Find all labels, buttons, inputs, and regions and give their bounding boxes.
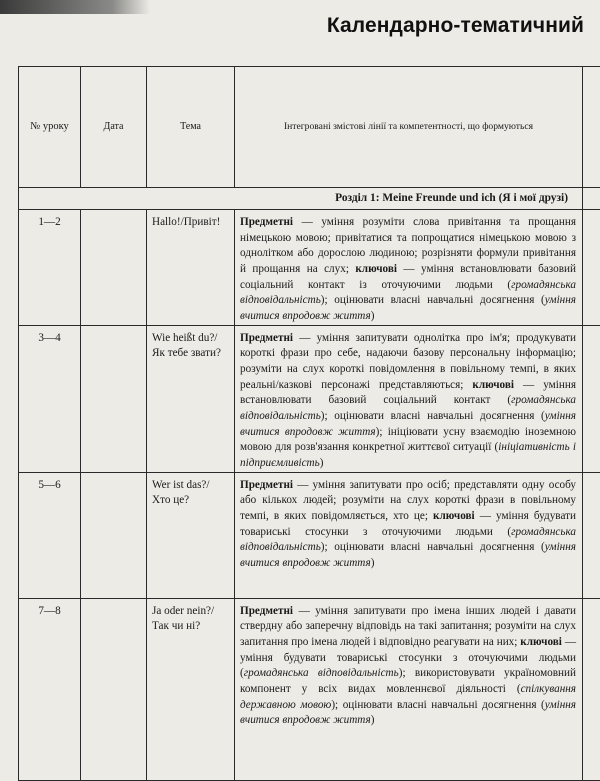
competence-keyword: Предметні	[240, 605, 293, 617]
header-lesson-number: № уроку	[19, 67, 81, 188]
theme-line: Так чи ні?	[152, 619, 230, 634]
competence-keyword: Предметні	[240, 216, 293, 228]
theme-line: Як тебе звати?	[152, 346, 230, 361]
content-text: — уміння встановлювати базовий соціальний контакт із оточуючими людьми (	[240, 263, 576, 291]
competence-name: уміння вчитися впродовж життя	[240, 410, 576, 438]
lesson-number: 3—4	[19, 325, 81, 472]
content-text: — уміння запитувати про осіб; представляти одну особу або кількох людей; розуміти на слух короткі фрази в повільному темпі, в яких повідомляється, хто це;	[240, 479, 576, 522]
lesson-content	[235, 598, 583, 780]
lesson-number: 1—2	[19, 210, 81, 326]
content-text: )	[371, 557, 375, 569]
table-row	[19, 325, 600, 472]
scan-corner-shade	[0, 0, 150, 14]
competence-keyword: Предметні	[240, 332, 293, 344]
content-text: — уміння будувати товариські стосунки з оточуючими людьми (	[240, 636, 576, 679]
section-row	[19, 188, 600, 210]
content-text: — уміння встановлювати базовий соціальний контакт (	[240, 379, 576, 407]
lesson-date	[81, 472, 147, 598]
theme-line: Hallo!/Привіт!	[152, 215, 230, 230]
competence-name: уміння вчитися впродовж життя	[240, 699, 576, 727]
header-content: Інтегровані змістові лінії та компетентності, що формуються	[235, 67, 583, 188]
content-text: ); ініціювати усну взаємодію іноземною мовою для розв'язання конкретної життєвої ситуації (	[240, 426, 576, 454]
table-row	[19, 210, 600, 326]
lesson-content	[235, 472, 583, 598]
content-text: — уміння будувати товариські стосунки з оточуючими людьми (	[240, 510, 576, 538]
header-date: Дата	[81, 67, 147, 188]
theme-line: Wer ist das?/	[152, 478, 230, 493]
table-row	[19, 472, 600, 598]
competence-name: громадянська відповідальність	[240, 394, 576, 422]
lesson-extra	[583, 598, 600, 780]
content-text: — уміння запитувати однолітка про ім'я; продукувати короткі фрази про себе, надаючи базову персональну інформацію; розуміти на слух короткі повідомлення в повільному темпі, в яких реальні/казкові персонажі представляються;	[240, 332, 576, 391]
competence-name: уміння вчитися впродовж життя	[240, 294, 576, 322]
header-extra	[583, 67, 600, 188]
lesson-theme	[147, 472, 235, 598]
section-extra-cell	[583, 188, 600, 210]
lesson-date	[81, 598, 147, 780]
competence-name: громадянська відповідальність	[244, 667, 399, 679]
table-header-row	[19, 67, 600, 188]
lesson-plan-table	[18, 66, 600, 781]
competence-keyword: ключові	[355, 263, 397, 275]
lesson-content	[235, 210, 583, 326]
content-text: )	[371, 310, 375, 322]
lesson-date	[81, 210, 147, 326]
section-title: Розділ 1: Meine Freunde und ich (Я і мої друзі)	[19, 188, 583, 210]
lesson-date	[81, 325, 147, 472]
competence-name: ініціативність і підприємливість	[240, 441, 576, 469]
lesson-content	[235, 325, 583, 472]
lesson-extra	[583, 472, 600, 598]
theme-line: Ja oder nein?/	[152, 604, 230, 619]
content-text: ); оцінювати власні навчальні досягнення (	[321, 410, 545, 422]
header-theme: Тема	[147, 67, 235, 188]
content-text: — уміння запитувати про імена інших людей і давати ствердну або заперечну відповідь на такі запитання; розуміти на слух запитання про імена людей і відповідно реагувати на них;	[240, 605, 576, 648]
lesson-number: 5—6	[19, 472, 81, 598]
lesson-theme	[147, 325, 235, 472]
content-text: ); оцінювати власні навчальні досягнення (	[321, 541, 545, 553]
theme-line: Wie heißt du?/	[152, 331, 230, 346]
content-text: ); використовувати україномовний компонент у всіх видах мовленнєвої діяльності (	[240, 667, 576, 695]
lesson-extra	[583, 210, 600, 326]
content-text: )	[371, 714, 375, 726]
theme-line: Хто це?	[152, 493, 230, 508]
competence-name: громадянська відповідальність	[240, 279, 576, 307]
lesson-theme	[147, 598, 235, 780]
table-row	[19, 598, 600, 780]
competence-keyword: ключові	[520, 636, 562, 648]
lesson-theme	[147, 210, 235, 326]
lesson-extra	[583, 325, 600, 472]
competence-keyword: ключові	[472, 379, 514, 391]
competence-name: громадянська відповідальність	[240, 526, 576, 554]
competence-name: уміння вчитися впродовж життя	[240, 541, 576, 569]
competence-keyword: ключові	[433, 510, 475, 522]
competence-keyword: Предметні	[240, 479, 293, 491]
content-text: )	[320, 457, 324, 469]
content-text: ); оцінювати власні навчальні досягнення (	[331, 699, 544, 711]
content-text: ); оцінювати власні навчальні досягнення (	[321, 294, 545, 306]
lesson-number: 7—8	[19, 598, 81, 780]
page-title: Календарно-тематичний	[327, 14, 584, 38]
competence-name: спілкування державною мовою	[240, 683, 576, 711]
content-text: — уміння розуміти слова привітання та прощання німецькою мовою; привітатися та попрощатися німецькою мовою з однолітком або дорослою людиною; розрізняти формули привітання й прощання на слух;	[240, 216, 576, 275]
